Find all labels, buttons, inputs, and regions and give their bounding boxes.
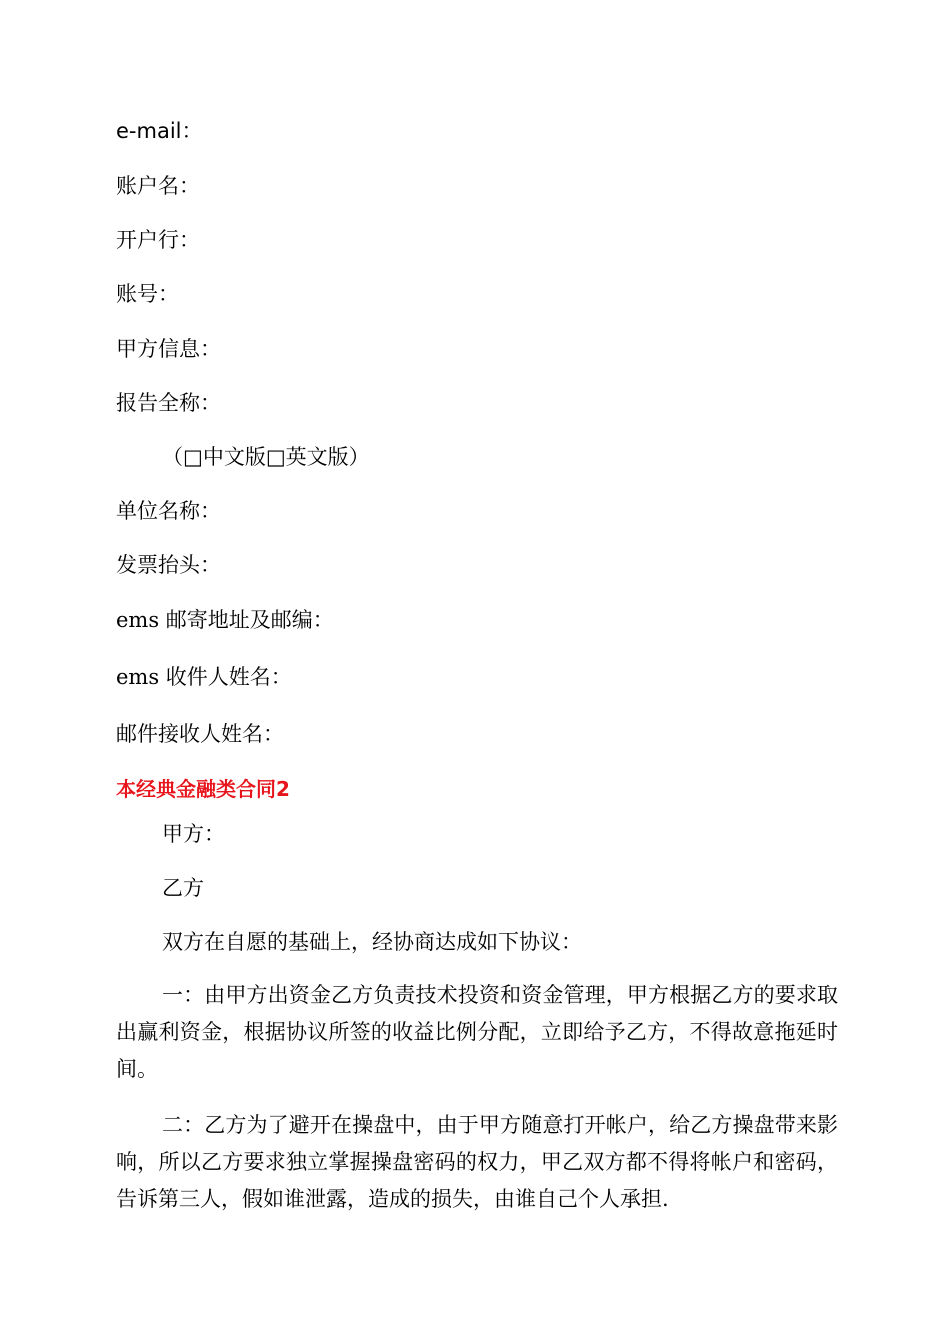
account-name-label: 账户名：: [116, 174, 200, 198]
email-label: e-mail：: [116, 119, 203, 143]
version-options: （□中文版□英文版）: [162, 445, 370, 469]
bank-label: 开户行：: [116, 228, 200, 252]
agreement-intro: 双方在自愿的基础上，经协商达成如下协议：: [162, 930, 582, 954]
mail-recipient-label: 邮件接收人姓名：: [116, 722, 284, 746]
contract-heading: 本经典金融类合同2: [116, 777, 290, 801]
clause-1: 一：由甲方出资金乙方负责技术投资和资金管理，甲方根据乙方的要求取出赢利资金，根据协议所签的收益比例分配，立即给予乙方，不得故意拖延时间。: [116, 983, 838, 1081]
ems-recipient-label: ems 收件人姓名：: [116, 665, 292, 689]
clause-2: 二：乙方为了避开在操盘中，由于甲方随意打开帐户，给乙方操盘带来影响，所以乙方要求独立掌握操盘密码的权力，甲乙双方都不得将帐户和密码，告诉第三人，假如谁泄露，造成的损失，由谁自己个人承担.: [116, 1113, 838, 1211]
account-number-label: 账号：: [116, 282, 179, 306]
company-name-label: 单位名称：: [116, 499, 221, 523]
party-a-info-label: 甲方信息：: [116, 337, 221, 361]
party-b-line: 乙方: [162, 876, 204, 900]
ems-address-label: ems 邮寄地址及邮编：: [116, 608, 334, 632]
invoice-title-label: 发票抬头：: [116, 553, 221, 577]
party-a-line: 甲方：: [162, 822, 225, 846]
report-name-label: 报告全称：: [116, 391, 221, 415]
